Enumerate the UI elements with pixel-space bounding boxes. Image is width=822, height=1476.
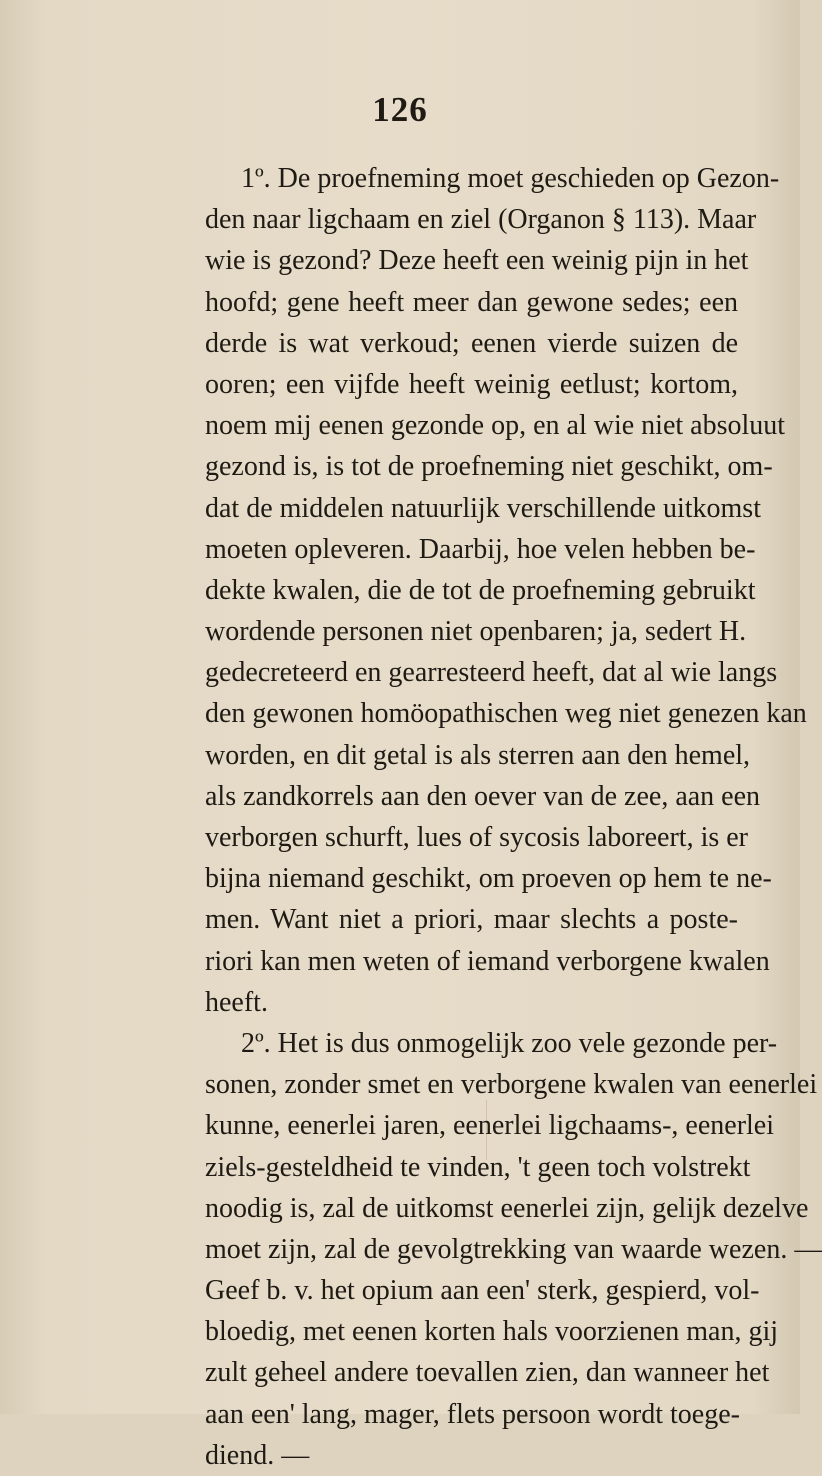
- text-line: moeten opleveren. Daarbij, hoe velen hebben be-: [205, 533, 756, 565]
- text-line: wie is gezond? Deze heeft een weinig pijn in het: [205, 245, 749, 277]
- text-line: den naar ligchaam en ziel (Organon § 113). Maar: [205, 204, 757, 236]
- text-line: moet zijn, zal de gevolgtrekking van waarde wezen. —: [205, 1233, 822, 1265]
- body-text: [205, 158, 822, 1476]
- text-line: verborgen schurft, lues of sycosis laboreert, is er: [205, 822, 748, 853]
- text-line: worden, en dit getal is als sterren aan den hemel,: [205, 739, 751, 771]
- text-line: Geef b. v. het opium aan een' sterk, gespierd, vol-: [205, 1275, 760, 1307]
- text-line: ooren; een vijfde heeft weinig eetlust; kortom,: [205, 368, 738, 400]
- text-line: gezond is, is tot de proefneming niet geschikt, om-: [205, 451, 773, 483]
- text-line: riori kan men weten of iemand verborgene kwalen: [205, 945, 770, 977]
- text-line: zult geheel andere toevallen zien, dan wanneer het: [205, 1357, 770, 1389]
- text-line: den gewonen homöopathischen weg niet genezen kan: [205, 698, 807, 730]
- text-line: aan een' lang, mager, flets persoon wordt toege-: [205, 1398, 740, 1430]
- text-line: dekte kwalen, die de tot de proefneming gebruikt: [205, 574, 756, 606]
- text-line: 1º. De proefneming moet geschieden op Gezon-: [241, 163, 780, 194]
- text-line: wordende personen niet openbaren; ja, sedert H.: [205, 616, 747, 648]
- text-line: derde is wat verkoud; eenen vierde suizen de: [205, 327, 738, 359]
- text-line: bijna niemand geschikt, om proeven op hem te ne-: [205, 863, 772, 895]
- text-line: ziels-gesteldheid te vinden, 't geen toch volstrekt: [205, 1151, 751, 1183]
- text-line: 2º. Het is dus onmogelijk zoo vele gezonde per-: [241, 1027, 778, 1059]
- text-line: sonen, zonder smet en verborgene kwalen van eenerlei: [205, 1069, 818, 1101]
- text-line: hoofd; gene heeft meer dan gewone sedes; een: [205, 286, 738, 318]
- text-line: diend. —: [205, 1439, 310, 1471]
- text-line: bloedig, met eenen korten hals voorzienen man, gij: [205, 1316, 779, 1348]
- text-line: dat de middelen natuurlijk verschillende uitkomst: [205, 492, 761, 524]
- text-line: kunne, eenerlei jaren, eenerlei ligchaams-, eenerlei: [205, 1110, 775, 1142]
- text-line: men. Want niet a priori, maar slechts a poste-: [205, 904, 738, 936]
- paper-crease: [486, 1100, 487, 1160]
- text-line: heeft.: [205, 986, 268, 1018]
- text-line: gedecreteerd en gearresteerd heeft, dat al wie langs: [205, 657, 778, 689]
- text-line: noodig is, zal de uitkomst eenerlei zijn, gelijk dezelve: [205, 1192, 809, 1224]
- page-number: 126: [372, 90, 428, 129]
- text-line: als zandkorrels aan den oever van de zee, aan een: [205, 780, 761, 812]
- text-line: noem mij eenen gezonde op, en al wie niet absoluut: [205, 410, 786, 442]
